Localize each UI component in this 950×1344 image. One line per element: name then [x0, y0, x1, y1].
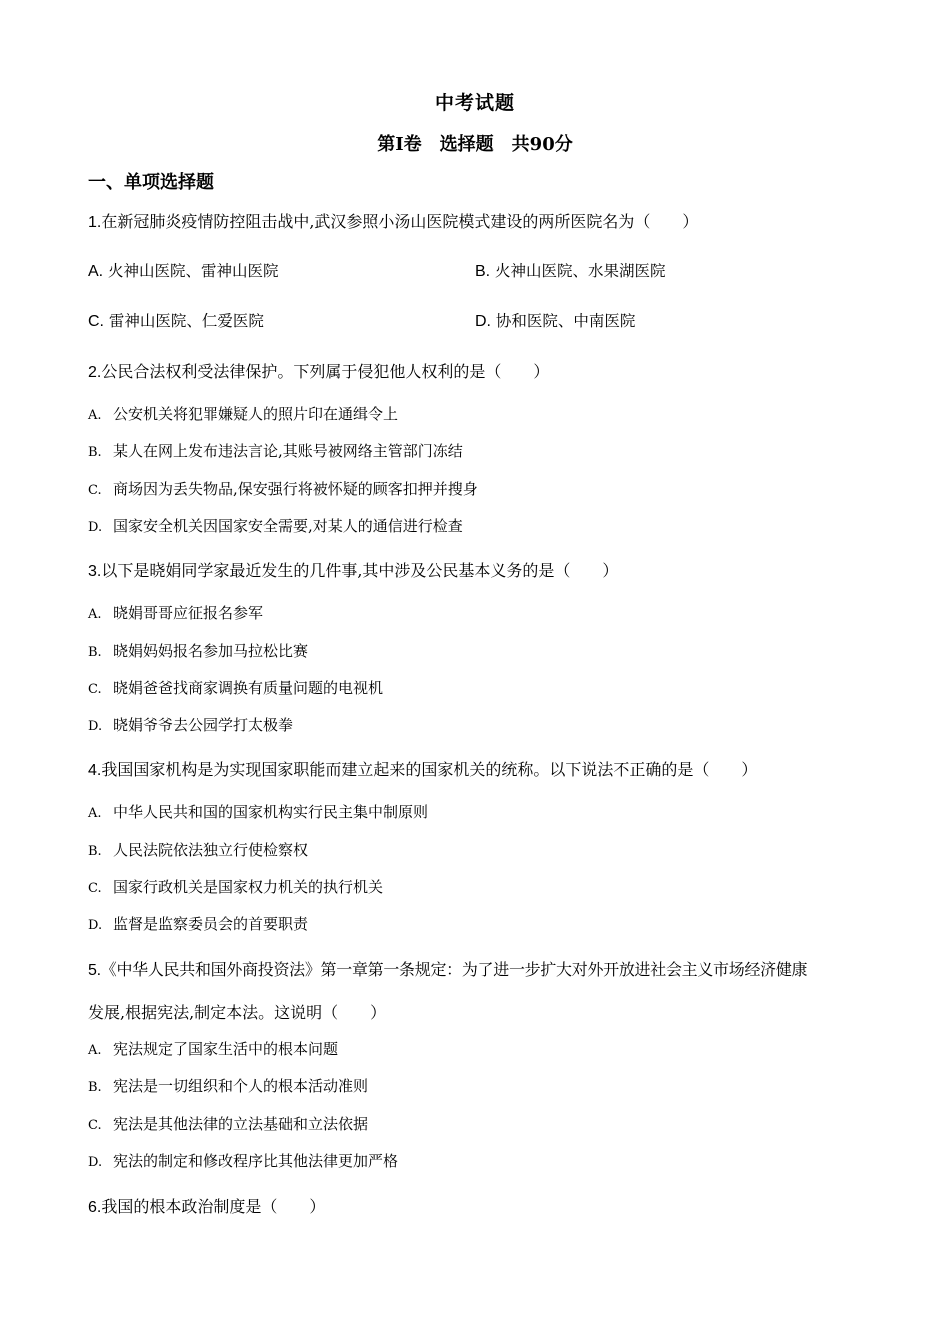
option-text: 晓娟爸爸找商家调换有质量问题的电视机	[113, 679, 384, 697]
option-text: 晓娟哥哥应征报名参军	[113, 604, 264, 622]
question-1-option-d	[475, 312, 635, 331]
question-2-option-d	[88, 517, 463, 536]
option-text: 中华人民共和国的国家机构实行民主集中制原则	[113, 803, 429, 821]
question-5-option-b	[88, 1077, 368, 1096]
question-1-option-a	[88, 262, 279, 281]
option-letter: B.	[475, 263, 491, 280]
exam-subtitle: 第Ⅰ卷 选择题 共90分	[377, 134, 573, 155]
question-3-option-b	[88, 642, 308, 661]
question-number: 2.	[88, 364, 102, 381]
question-text: 在新冠肺炎疫情防控阻击战中,武汉参照小汤山医院模式建设的两所医院名为（ ）	[101, 212, 699, 231]
option-text: 人民法院依法独立行使检察权	[113, 841, 309, 859]
question-5-option-a	[88, 1040, 338, 1059]
option-letter: A.	[88, 408, 102, 423]
section-heading: 一、单项选择题	[88, 172, 214, 193]
option-letter: D.	[88, 719, 103, 734]
option-letter: A.	[88, 806, 102, 821]
option-text: 晓娟爷爷去公园学打太极拳	[113, 716, 294, 734]
question-1-option-b	[475, 262, 666, 281]
question-4-option-b	[88, 841, 308, 860]
question-3-option-a	[88, 604, 263, 623]
question-5-option-c	[88, 1115, 368, 1134]
option-letter: C.	[88, 483, 102, 498]
option-letter: C.	[88, 1118, 102, 1133]
option-letter: D.	[88, 520, 103, 535]
option-letter: C.	[88, 313, 104, 330]
question-2	[88, 362, 549, 382]
option-text: 商场因为丢失物品,保安强行将被怀疑的顾客扣押并搜身	[113, 480, 478, 498]
option-letter: D.	[88, 1155, 103, 1170]
option-text: 宪法是一切组织和个人的根本活动准则	[113, 1077, 369, 1095]
question-5-continuation: 发展,根据宪法,制定本法。这说明（ ）	[88, 1003, 387, 1022]
option-text: 国家安全机关因国家安全需要,对某人的通信进行检查	[113, 517, 463, 535]
question-number: 5.	[88, 962, 101, 979]
question-number: 6.	[88, 1199, 102, 1216]
option-letter: D.	[475, 313, 491, 330]
option-letter: B.	[88, 645, 102, 660]
option-letter: B.	[88, 445, 102, 460]
question-text: 《中华人民共和国外商投资法》第一章第一条规定：为了进一步扩大对外开放进社会主义市场经济健康	[100, 960, 808, 979]
option-text: 宪法的制定和修改程序比其他法律更加严格	[113, 1152, 399, 1170]
option-letter: A.	[88, 1043, 102, 1058]
question-5-option-d	[88, 1152, 398, 1171]
option-text: 火神山医院、水果湖医院	[490, 262, 666, 280]
question-4-option-a	[88, 803, 428, 822]
option-text: 协和医院、中南医院	[491, 312, 636, 330]
option-text: 火神山医院、雷神山医院	[103, 262, 279, 280]
question-text: 以下是晓娟同学家最近发生的几件事,其中涉及公民基本义务的是（ ）	[101, 561, 619, 580]
option-letter: C.	[88, 881, 102, 896]
question-number: 3.	[88, 563, 102, 580]
option-letter: B.	[88, 1080, 102, 1095]
question-2-option-c	[88, 480, 478, 499]
question-text: 我国的根本政治制度是（ ）	[101, 1197, 326, 1216]
question-4-option-c	[88, 878, 383, 897]
question-2-option-a	[88, 405, 398, 424]
option-letter: A.	[88, 607, 102, 622]
option-text: 雷神山医院、仁爱医院	[104, 312, 264, 330]
question-4	[88, 760, 757, 780]
option-letter: D.	[88, 918, 103, 933]
option-letter: B.	[88, 844, 102, 859]
option-text: 晓娟妈妈报名参加马拉松比赛	[113, 642, 309, 660]
question-number: 4.	[88, 762, 102, 779]
question-3-option-d	[88, 716, 293, 735]
question-3-option-c	[88, 679, 383, 698]
option-text: 某人在网上发布违法言论,其账号被网络主管部门冻结	[113, 442, 463, 460]
question-3	[88, 561, 618, 581]
option-text: 监督是监察委员会的首要职责	[113, 915, 309, 933]
question-text: 公民合法权利受法律保护。下列属于侵犯他人权利的是（ ）	[101, 362, 550, 381]
question-number: 1.	[88, 214, 102, 231]
question-text: 我国国家机构是为实现国家职能而建立起来的国家机关的统称。以下说法不正确的是（ ）	[101, 760, 758, 779]
question-1-option-c	[88, 312, 264, 331]
option-text: 国家行政机关是国家权力机关的执行机关	[113, 878, 384, 896]
question-2-option-b	[88, 442, 463, 461]
option-letter: A.	[88, 263, 104, 280]
question-4-option-d	[88, 915, 308, 934]
question-1	[88, 212, 698, 232]
option-letter: C.	[88, 682, 102, 697]
question-6	[88, 1197, 325, 1217]
question-5	[88, 960, 807, 980]
option-text: 公安机关将犯罪嫌疑人的照片印在通缉令上	[113, 405, 399, 423]
option-text: 宪法是其他法律的立法基础和立法依据	[113, 1115, 369, 1133]
option-text: 宪法规定了国家生活中的根本问题	[113, 1040, 339, 1058]
exam-title: 中考试题	[434, 92, 515, 114]
